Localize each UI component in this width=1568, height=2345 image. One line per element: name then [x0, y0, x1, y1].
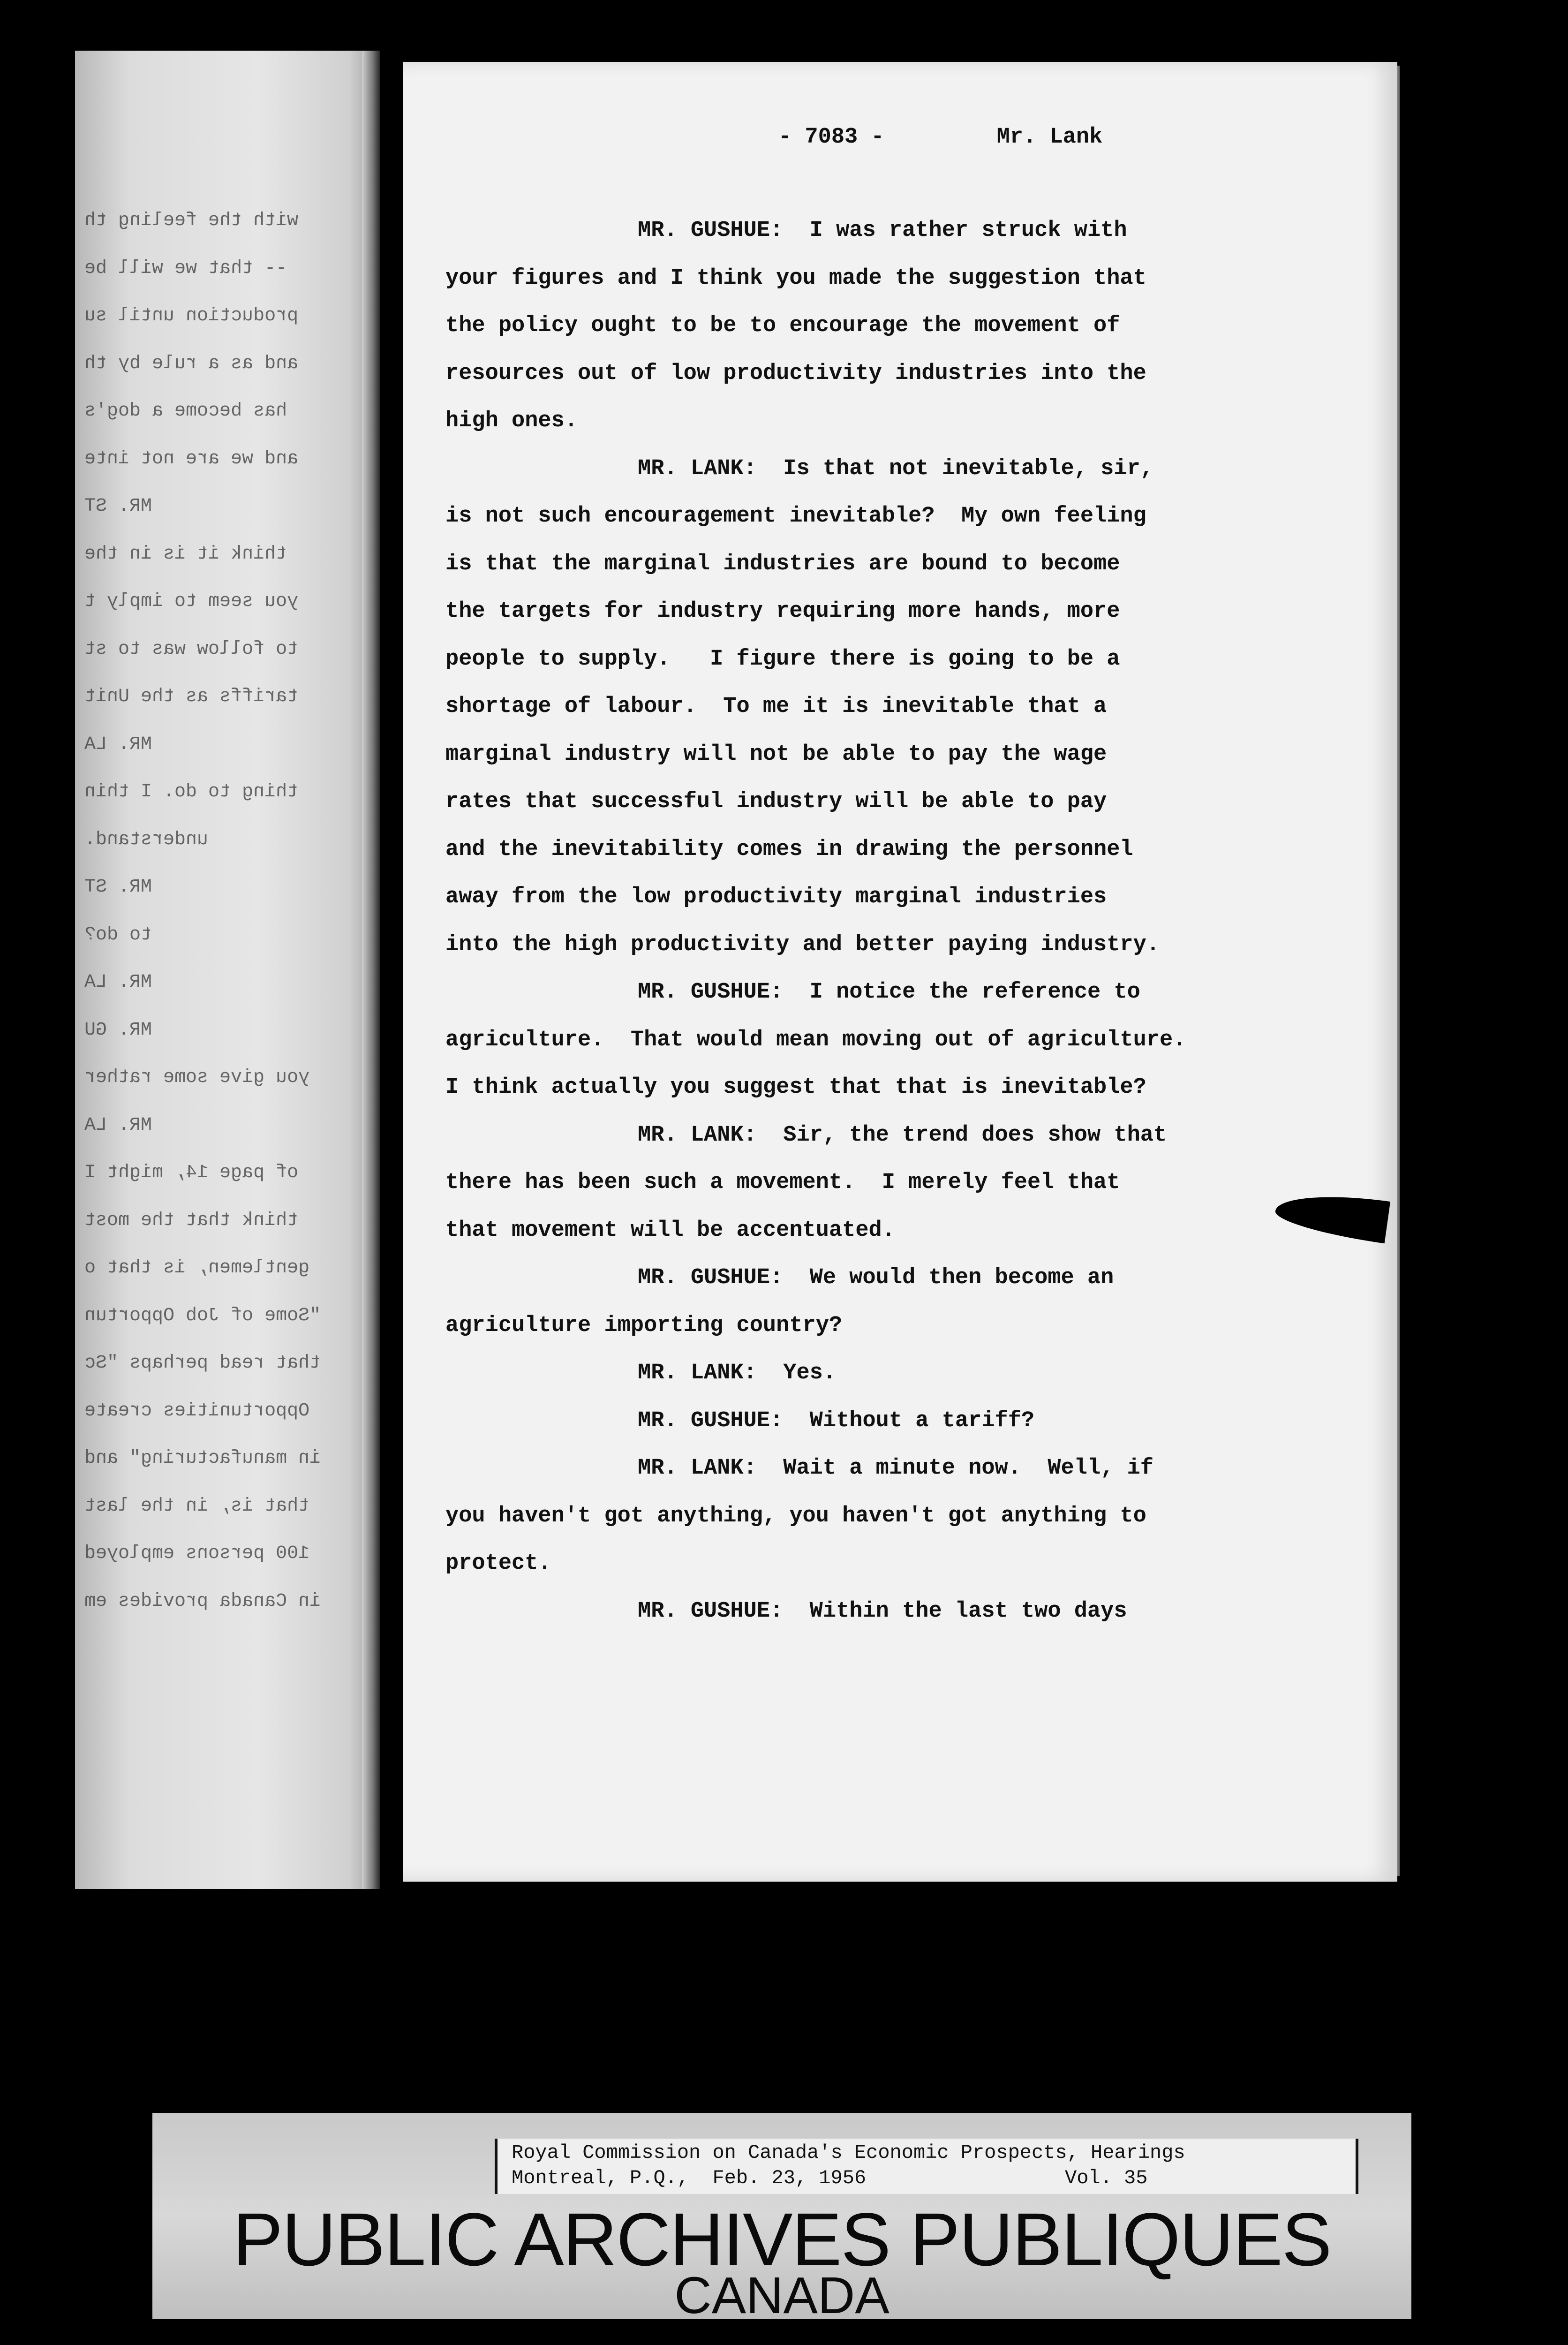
archive-date-line — [512, 2167, 1148, 2189]
showthrough-line: and as a rule by th — [84, 353, 299, 374]
transcript-line: I think actually you suggest that that is inevitable? — [445, 1075, 1146, 1100]
page-header — [778, 125, 1102, 150]
showthrough-line: 100 persons employed — [84, 1543, 310, 1564]
showthrough-line: thing to do. I thin — [84, 781, 299, 802]
showthrough-line: understand. — [84, 829, 209, 850]
page-number: - 7083 - — [778, 125, 884, 150]
transcript-line: there has been such a movement. I merely feel that — [445, 1170, 1120, 1195]
showthrough-line: MR. ST — [84, 496, 152, 517]
showthrough-line: MR. LA — [84, 1114, 152, 1136]
showthrough-line: has become a dog's — [84, 401, 287, 422]
transcript-line: and the inevitability comes in drawing the personnel — [445, 837, 1133, 862]
speaker-line: MR. GUSHUE: Within the last two days — [638, 1598, 1127, 1624]
speaker-line: MR. GUSHUE: We would then become an — [638, 1265, 1114, 1290]
showthrough-line: in manufacturing" and — [84, 1448, 321, 1469]
speaker-line: MR. LANK: Sir, the trend does show that — [638, 1122, 1167, 1148]
showthrough-line: of page 14, might I — [84, 1162, 299, 1183]
page-curl — [362, 51, 380, 1889]
showthrough-line: you seem to imply t — [84, 591, 299, 612]
transcript-line: people to supply. I figure there is going to be a — [445, 646, 1120, 672]
speaker-line: MR. GUSHUE: Without a tariff? — [638, 1408, 1035, 1433]
archive-place-date: Montreal, P.Q., Feb. 23, 1956 — [512, 2167, 867, 2189]
transcript-line: the policy ought to be to encourage the movement of — [445, 313, 1120, 338]
transcript-line: agriculture importing country? — [445, 1313, 843, 1338]
transcript-line: is that the marginal industries are bound to become — [445, 551, 1120, 576]
showthrough-line: MR. LA — [84, 734, 152, 755]
transcript-line: your figures and I think you made the suggestion that — [445, 265, 1146, 291]
transcript-line: shortage of labour. To me it is inevitable that a — [445, 694, 1107, 719]
transcript-line: away from the low productivity marginal industries — [445, 885, 1107, 909]
showthrough-line: Opportunities create — [84, 1400, 310, 1422]
archive-commission-line: Royal Commission on Canada's Economic Prospects, Hearings — [512, 2141, 1185, 2164]
transcript-line: high ones. — [445, 408, 578, 433]
transcript-line: you haven't got anything, you haven't got anything to — [445, 1503, 1146, 1528]
showthrough-line: production until su — [84, 305, 299, 326]
showthrough-line: "Some of Job Opportun — [84, 1305, 321, 1326]
speaker-line: MR. LANK: Yes. — [638, 1361, 837, 1385]
showthrough-line: with the feeling th — [84, 210, 299, 231]
transcript-line: the targets for industry requiring more hands, more — [445, 599, 1120, 624]
showthrough-line: and we are not inte — [84, 448, 299, 469]
showthrough-line: think it is in the — [84, 543, 287, 565]
showthrough-line: to do? — [84, 924, 152, 946]
showthrough-line: you give some rather — [84, 1067, 310, 1088]
transcript-line: protect. — [445, 1551, 551, 1576]
witness-name: Mr. Lank — [996, 125, 1103, 150]
showthrough-line: gentlemen, is that o — [84, 1257, 310, 1278]
transcript-page — [403, 62, 1397, 1882]
showthrough-line: -- that we will be — [84, 257, 287, 279]
archive-label — [152, 2113, 1411, 2324]
archive-title: PUBLIC ARCHIVES PUBLIQUES — [233, 2197, 1331, 2281]
showthrough-line: think that the most — [84, 1210, 299, 1231]
showthrough-line: that is, in the last — [84, 1495, 310, 1517]
showthrough-line: that read perhaps "Sc — [84, 1353, 321, 1374]
archive-volume: Vol. 35 — [1065, 2167, 1148, 2189]
speaker-line: MR. LANK: Is that not inevitable, sir, — [638, 456, 1153, 481]
facing-page — [75, 51, 380, 1889]
transcript-line: resources out of low productivity industries into the — [445, 361, 1146, 386]
showthrough-line: in Canada provides em — [84, 1590, 321, 1612]
showthrough-line: MR. ST — [84, 877, 152, 898]
transcript-line: marginal industry will not be able to pay the wage — [445, 741, 1107, 767]
showthrough-line: MR. LA — [84, 972, 152, 993]
showthrough-line: MR. GU — [84, 1019, 152, 1041]
showthrough-line: tariffs as the Unit — [84, 686, 299, 707]
facing-page-showthrough — [75, 51, 380, 1889]
transcript-line: agriculture. That would mean moving out of agriculture. — [445, 1027, 1186, 1052]
transcript-line: into the high productivity and better paying industry. — [445, 932, 1160, 957]
transcript-line: that movement will be accentuated. — [445, 1218, 895, 1243]
speaker-line: MR. GUSHUE: I notice the reference to — [638, 980, 1140, 1005]
archive-reference-box — [495, 2139, 1358, 2194]
speaker-line: MR. GUSHUE: I was rather struck with — [638, 218, 1127, 243]
speaker-line: MR. LANK: Wait a minute now. Well, if — [638, 1456, 1153, 1481]
archive-subtitle: CANADA — [674, 2267, 890, 2324]
transcript-line: is not such encouragement inevitable? My own feeling — [445, 504, 1146, 529]
transcript-line: rates that successful industry will be able to pay — [445, 789, 1107, 814]
showthrough-line: to follow was to st — [84, 638, 299, 660]
